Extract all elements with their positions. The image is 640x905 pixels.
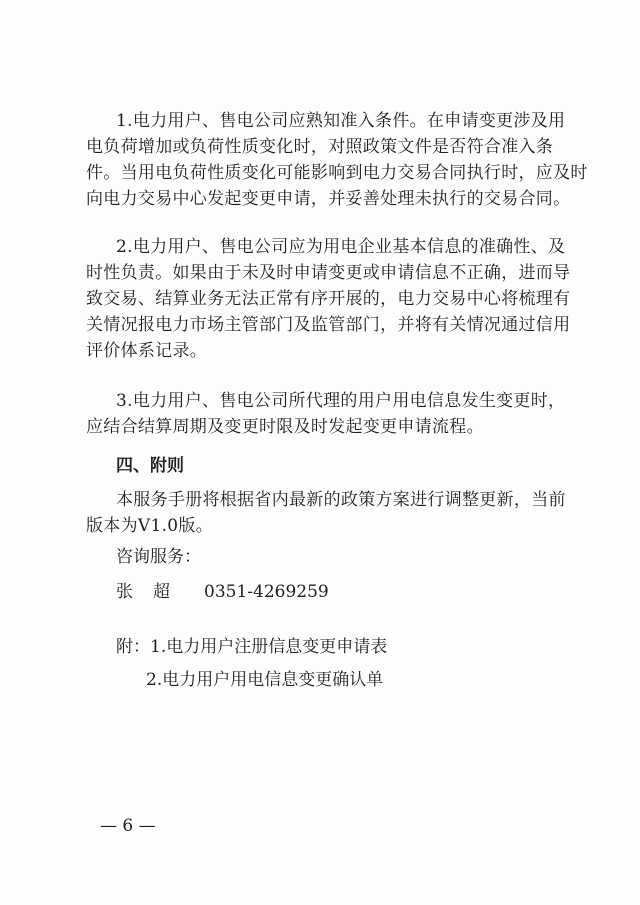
text-line: 向电力交易中心发起变更申请，并妥善处理未执行的交易合同。 bbox=[86, 189, 571, 209]
text-line: 关情况报电力市场主管部门及监管部门，并将有关情况通过信用 bbox=[86, 315, 571, 335]
text-line: 时性负责。如果由于未及时申请变更或申请信息不正确，进而导 bbox=[86, 263, 571, 283]
paragraph-item-2 bbox=[86, 234, 571, 364]
text-line: 评价体系记录。 bbox=[86, 341, 208, 361]
paragraph-item-1 bbox=[86, 108, 588, 212]
consult-label: 咨询服务： bbox=[116, 547, 201, 567]
contact-name: 张超 bbox=[116, 582, 190, 602]
section-heading-appendix: 四、附则 bbox=[116, 456, 184, 476]
text-line: 版本为V1.0版。 bbox=[86, 516, 214, 536]
paragraph-version bbox=[86, 487, 566, 539]
text-line: 2.电力用户、售电公司应为用电企业基本信息的准确性、及 bbox=[116, 237, 566, 257]
contact-line bbox=[116, 579, 329, 605]
attachment-line-2: 2.电力用户用电信息变更确认单 bbox=[146, 670, 384, 690]
text-line: 本服务手册将根据省内最新的政策方案进行调整更新，当前 bbox=[116, 490, 566, 510]
text-line: 电负荷增加或负荷性质变化时，对照政策文件是否符合准入条 bbox=[86, 137, 554, 157]
text-line: 件。当用电负荷性质变化可能影响到电力交易合同执行时，应及时 bbox=[86, 163, 588, 183]
text-line: 应结合结算周期及变更时限及时发起变更申请流程。 bbox=[86, 417, 484, 437]
text-line: 1.电力用户、售电公司应熟知准入条件。在申请变更涉及用 bbox=[116, 111, 566, 131]
paragraph-item-3 bbox=[86, 388, 566, 440]
contact-phone: 0351-4269259 bbox=[204, 582, 329, 602]
attachment-line-1: 附：1.电力用户注册信息变更申请表 bbox=[116, 637, 388, 657]
text-line: 3.电力用户、售电公司所代理的用户用电信息发生变更时， bbox=[116, 391, 566, 411]
page-number: — 6 — bbox=[100, 816, 156, 836]
text-line: 致交易、结算业务无法正常有序开展的，电力交易中心将梳理有 bbox=[86, 289, 571, 309]
